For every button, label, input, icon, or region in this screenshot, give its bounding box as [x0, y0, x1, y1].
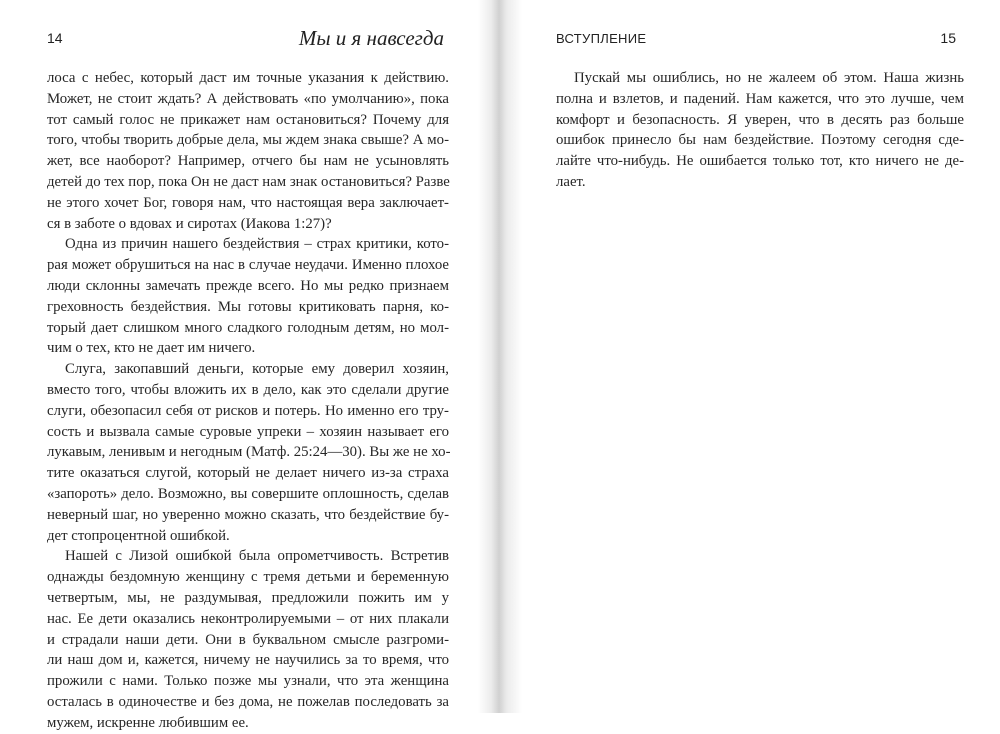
text-line: неверный шаг, но уверенно можно сказать, что бездействие бу-	[47, 506, 449, 523]
text-line: лайте что-нибудь. Не ошибается только тот, кто ничего не де-	[556, 153, 964, 170]
page-number-left: 14	[47, 30, 63, 46]
text-line: люди склонны замечать прежде всего. Но мы редко признаем	[47, 277, 449, 294]
text-line: осталась в одиночестве и без дома, не пожелав последовать за	[47, 693, 449, 710]
text-line: не этого хочет Бог, говоря нам, что настоящая вера заключает-	[47, 194, 449, 211]
text-line: однажды бездомную женщину с тремя детьми и беременную	[47, 569, 449, 586]
right-page-body-text	[556, 68, 964, 193]
left-page-body-text	[47, 68, 449, 734]
text-line: Может, не стоит ждать? А действовать «по умолчанию», пока	[47, 90, 449, 107]
text-line: тот самый голос не прикажет нам остановиться? Почему для	[47, 111, 449, 128]
text-line: сость и вызвала самые суровые упреки – хозяин называет его	[47, 423, 449, 440]
text-line: нас. Ее дети оказались неконтролируемыми – от них плакали	[47, 610, 449, 627]
text-line: Пускай мы ошиблись, но не жалеем об этом. Наша жизнь	[574, 70, 964, 86]
text-line: прожили с нами. Только позже мы узнали, что эта женщина	[47, 673, 449, 690]
left-page	[0, 0, 488, 731]
section-title: ВСТУПЛЕНИЕ	[556, 31, 647, 46]
text-line: и страдали наши дети. Они в буквальном смысле разгроми-	[47, 631, 449, 648]
text-line: ли наш дом и, кажется, ничему не научились за то время, что	[47, 652, 449, 669]
text-line: мужем, искренне любившим ее.	[47, 714, 249, 731]
text-line: слуги, обезопасил себя от рисков и потерь. Но именно его тру-	[47, 402, 449, 419]
page-number-right: 15	[940, 30, 956, 46]
text-line: лает.	[556, 173, 586, 190]
right-page	[508, 0, 1000, 713]
text-line: ся в заботе о вдовах и сиротах (Иакова 1:27)?	[47, 215, 332, 232]
text-line: четвертым, мы, не раздумывая, предложили пожить им у	[47, 589, 449, 606]
running-title: Мы и я навсегда	[298, 26, 444, 50]
text-line: комфорт и безопасность. Я уверен, что в десять раз больше	[556, 111, 964, 128]
text-line: дет стопроцентной ошибкой.	[47, 527, 230, 544]
text-line: Нашей с Лизой ошибкой была опрометчивость. Встретив	[65, 548, 449, 565]
text-line: Слуга, закопавший деньги, которые ему доверил хозяин,	[65, 361, 449, 378]
text-line: жет, все наоборот? Например, отчего бы нам не усыновлять	[47, 153, 449, 170]
text-line: Одна из причин нашего бездействия – страх критики, кото-	[65, 236, 449, 253]
text-line: торый дает слишком много сладкого голодным детям, но мол-	[47, 319, 449, 336]
text-line: чим о тех, кто не дает им ничего.	[47, 340, 256, 357]
text-line: лукавым, ленивым и негодным (Матф. 25:24—30). Вы же не хо-	[47, 444, 451, 461]
text-line: «запороть» дело. Возможно, вы совершите оплошность, сделав	[47, 485, 449, 502]
text-line: ошибок принесло бы нам бездействие. Поэтому сегодня сде-	[556, 132, 964, 149]
text-line: тите оказаться слугой, который не делает ничего из-за страха	[47, 465, 449, 482]
text-line: лоса с небес, который даст им точные указания к действию.	[47, 70, 449, 86]
text-line: греховность бездействия. Мы готовы критиковать парня, ко-	[47, 298, 449, 315]
text-line: того, чтобы творить добрые дела, мы ждем знака свыше? А мо-	[47, 132, 449, 149]
text-line: рая может обрушиться на нас в случае неудачи. Именно плохое	[47, 257, 449, 274]
book-gutter-shadow	[478, 0, 522, 713]
text-line: полна и взлетов, и падений. Нам кажется, что это лучше, чем	[556, 90, 964, 107]
text-line: детей до тех пор, пока Он не даст нам знак остановиться? Разве	[47, 173, 450, 190]
text-line: вместо того, чтобы вложить их в дело, как это сделали другие	[47, 381, 449, 398]
